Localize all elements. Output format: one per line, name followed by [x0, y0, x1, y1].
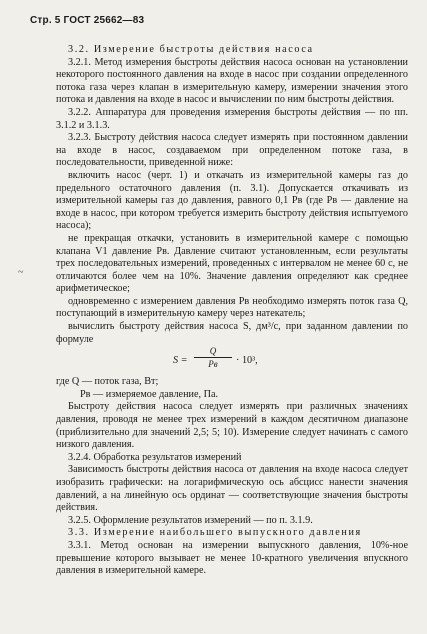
- paragraph-3-2-1: 3.2.1. Метод измерения быстроты действия насоса основан на установлении некоторого постоянного давления на входе в насос при создании определенного потока газа через клапан в измерительную камеру, измерении значения этого потока и давления на входе в насос и вычислении по ним быстроты действия.: [56, 56, 408, 106]
- paragraph-step-1: включить насос (черт. 1) и откачать из измерительной камеры газ до предельного остаточного давления (п. 3.1). Допускается откачивать из измерительной камеры газ до давления, равного 0,1 Pв (где Pв — давление на входе в насос, при котором требуется измерить быстроту действия испытуемого насоса);: [56, 169, 408, 232]
- paragraph-3-2-3: 3.2.3. Быстроту действия насоса следует измерять при постоянном давлении на входе в насос, создаваемом при определенном потоке газа, в последовательности, приведенной ниже:: [56, 132, 408, 169]
- formula-denominator: Pв: [208, 359, 218, 370]
- formula-numerator: Q: [194, 346, 232, 358]
- paragraph-step-4: вычислить быстроту действия насоса S, дм³/с, при заданном давлении по формуле: [56, 321, 408, 345]
- paragraph-step-2: не прекращая откачки, установить в измерительной камере с помощью клапана V1 давление Pв. Давление считают установленным, если результаты трех последовательных измерений, проведенных с интервалом не менее 60 с, не отличаются более чем на 10%. Значение давления определяют как среднее арифметическое;: [56, 232, 408, 295]
- paragraph-3-2-5: 3.2.5. Оформление результатов измерений — по п. 3.1.9.: [68, 514, 313, 526]
- paragraph-step-3: одновременно с измерением давления Pв необходимо измерять поток газа Q, поступающий в измерительную камеру через натекатель;: [56, 295, 408, 320]
- paragraph-3-2-2: 3.2.2. Аппаратура для проведения измерения быстроты действия — по пп. 3.1.2 и 3.1.3.: [56, 106, 408, 131]
- section-heading-3-2: 3.2. Измерение быстроты действия насоса: [68, 44, 314, 55]
- paragraph-measure-note: Быстроту действия насоса следует измерять при различных значениях давления, проводя не менее трех измерений в каждом десятичном диапазоне (приблизительно для значений 2,5; 5; 10). Измерение следует начинать с самого низкого давления.: [56, 401, 408, 451]
- paragraph-graph: Зависимость быстроты действия насоса от давления на входе насоса следует изобразить графически: на логарифмическую ось абсцисс нанести значения давлений, а на линейную ось ординат — соответствующие значения быстроты действия.: [56, 464, 408, 514]
- legend-p: Pв — измеряемое давление, Па.: [80, 388, 219, 400]
- formula-lhs: S =: [173, 355, 188, 367]
- legend-q: где Q — поток газа, Вт;: [56, 376, 159, 388]
- page-header: Стр. 5 ГОСТ 25662—83: [30, 15, 145, 26]
- document-body: [56, 44, 408, 578]
- paragraph-3-3-1: 3.3.1. Метод основан на измерении выпускного давления, 10%-ное превышение которого вызывает не менее 10-кратного увеличения впускного давления в измерительной камере.: [56, 539, 408, 577]
- paragraph-3-2-4: 3.2.4. Обработка результатов измерений: [68, 451, 242, 463]
- margin-mark: ~: [18, 267, 24, 278]
- section-heading-3-3: 3.3. Измерение наибольшего выпускного давления: [68, 527, 362, 539]
- formula-fraction: [194, 346, 232, 369]
- formula: [56, 346, 408, 376]
- formula-rhs: · 10³,: [236, 355, 258, 367]
